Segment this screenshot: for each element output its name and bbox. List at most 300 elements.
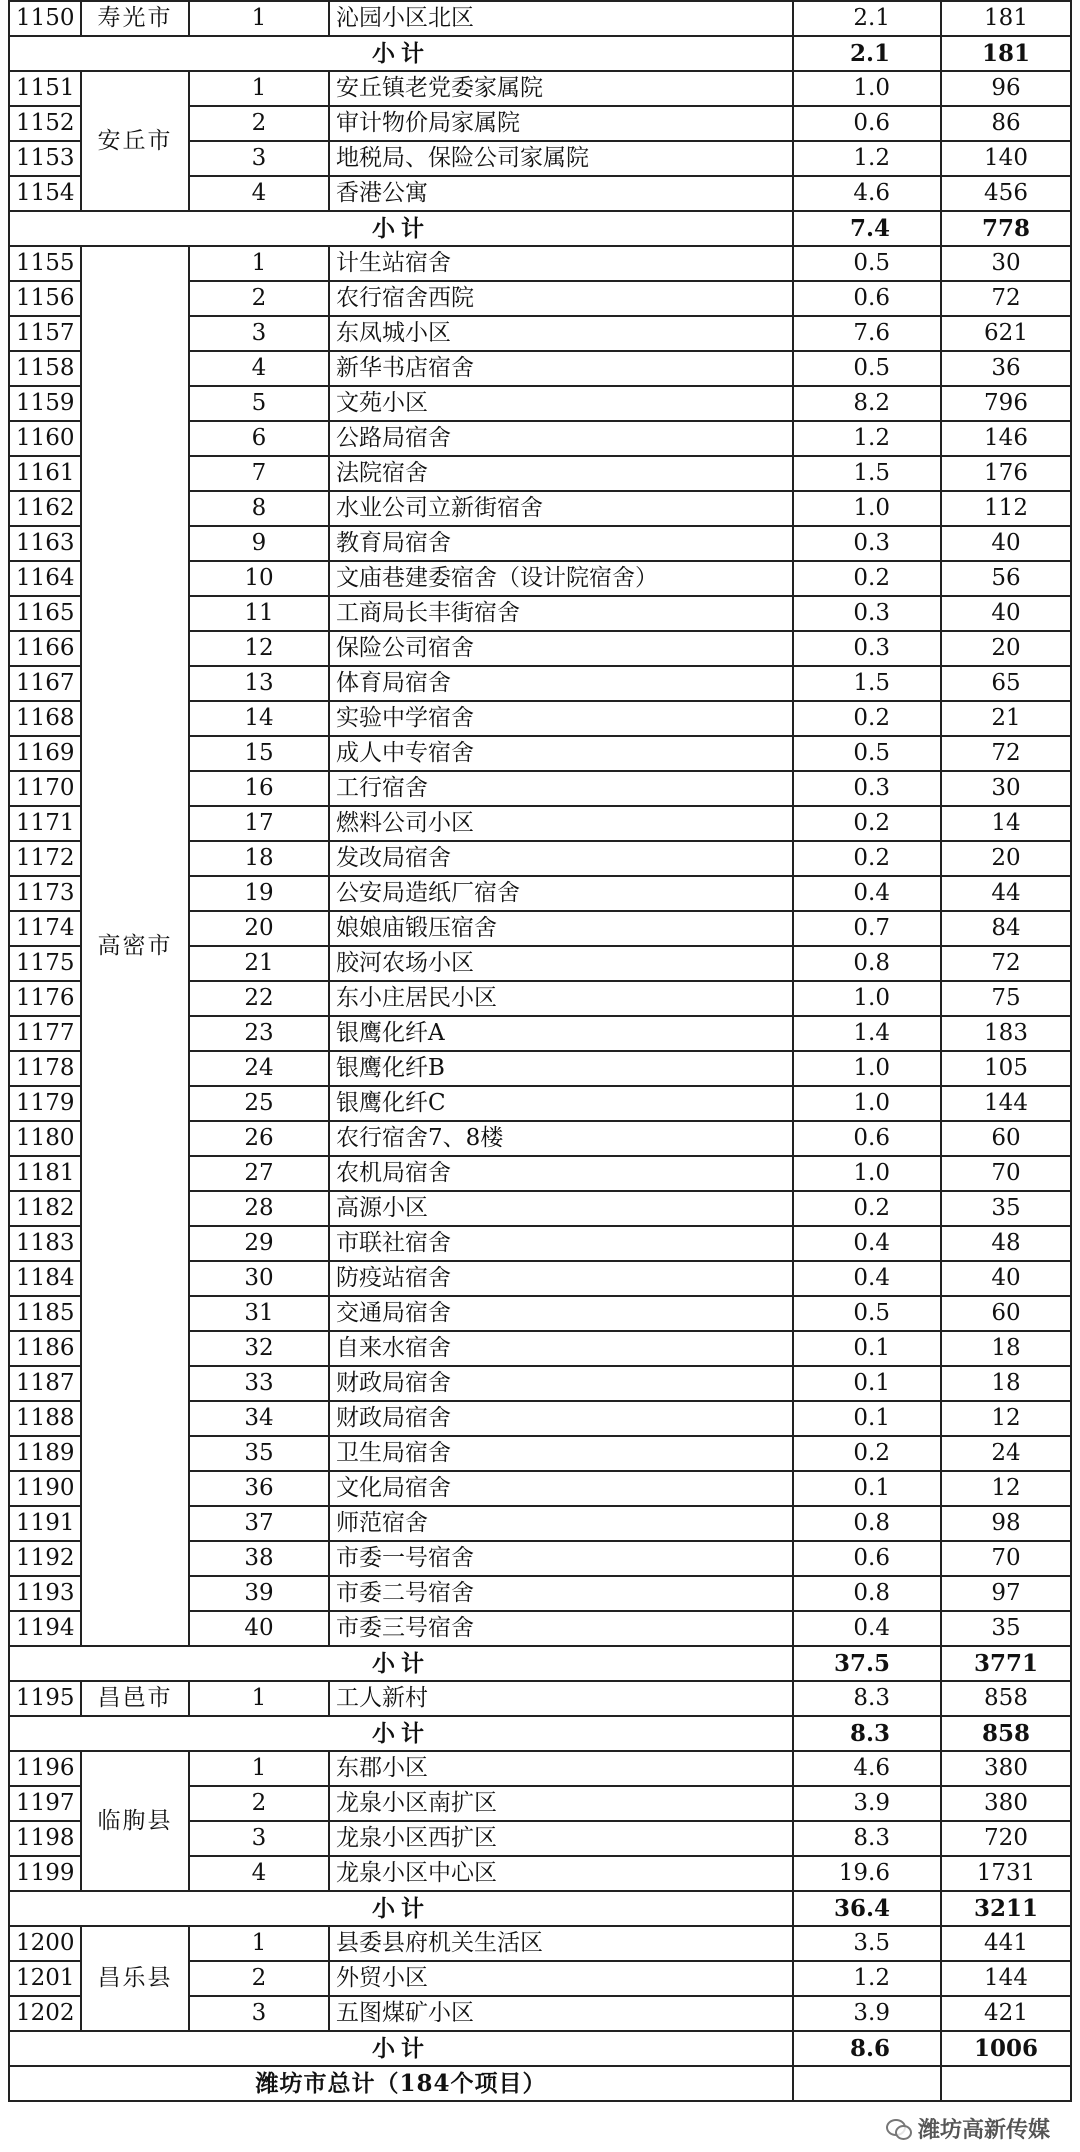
area-cell: 7.6: [793, 316, 941, 351]
households-cell: 86: [941, 106, 1071, 141]
project-number-cell: 1170: [9, 771, 81, 806]
project-number-cell: 1185: [9, 1296, 81, 1331]
area-cell: 1.2: [793, 1961, 941, 1996]
sequence-cell: 26: [189, 1121, 329, 1156]
area-cell: 0.1: [793, 1331, 941, 1366]
subtotal-row: [9, 1716, 1071, 1751]
sequence-cell: 15: [189, 736, 329, 771]
project-name-cell: 东小庄居民小区: [329, 981, 793, 1016]
sequence-cell: 2: [189, 1961, 329, 1996]
area-cell: 0.1: [793, 1366, 941, 1401]
sequence-cell: 10: [189, 561, 329, 596]
project-name-cell: 实验中学宿舍: [329, 701, 793, 736]
project-number-cell: 1158: [9, 351, 81, 386]
grand-total-label: 潍坊市总计（184个项目）: [9, 2066, 793, 2101]
sequence-cell: 30: [189, 1261, 329, 1296]
grand-total-area: [793, 2066, 941, 2101]
project-number-cell: 1174: [9, 911, 81, 946]
project-name-cell: 市委三号宿舍: [329, 1611, 793, 1646]
area-cell: 0.6: [793, 106, 941, 141]
project-number-cell: 1199: [9, 1856, 81, 1891]
project-name-cell: 工人新村: [329, 1681, 793, 1716]
city-cell: 高密市: [81, 246, 189, 1646]
project-number-cell: 1182: [9, 1191, 81, 1226]
project-name-cell: 新华书店宿舍: [329, 351, 793, 386]
watermark: [880, 2112, 1056, 2144]
project-name-cell: 县委县府机关生活区: [329, 1926, 793, 1961]
project-number-cell: 1181: [9, 1156, 81, 1191]
households-cell: 36: [941, 351, 1071, 386]
project-number-cell: 1190: [9, 1471, 81, 1506]
project-number-cell: 1167: [9, 666, 81, 701]
area-cell: 0.4: [793, 876, 941, 911]
project-number-cell: 1152: [9, 106, 81, 141]
sequence-cell: 24: [189, 1051, 329, 1086]
sequence-cell: 1: [189, 246, 329, 281]
subtotal-households: 778: [941, 211, 1071, 246]
sequence-cell: 37: [189, 1506, 329, 1541]
area-cell: 0.2: [793, 561, 941, 596]
project-number-cell: 1151: [9, 71, 81, 106]
households-cell: 98: [941, 1506, 1071, 1541]
area-cell: 1.0: [793, 1156, 941, 1191]
area-cell: 0.4: [793, 1226, 941, 1261]
area-cell: 0.2: [793, 1191, 941, 1226]
households-cell: 12: [941, 1471, 1071, 1506]
project-number-cell: 1194: [9, 1611, 81, 1646]
area-cell: 8.3: [793, 1681, 941, 1716]
project-name-cell: 东凤城小区: [329, 316, 793, 351]
area-cell: 0.5: [793, 351, 941, 386]
area-cell: 1.2: [793, 421, 941, 456]
project-number-cell: 1202: [9, 1996, 81, 2031]
sequence-cell: 18: [189, 841, 329, 876]
project-name-cell: 教育局宿舍: [329, 526, 793, 561]
grand-total-households: [941, 2066, 1071, 2101]
project-name-cell: 高源小区: [329, 1191, 793, 1226]
area-cell: 1.0: [793, 1051, 941, 1086]
project-number-cell: 1188: [9, 1401, 81, 1436]
sequence-cell: 27: [189, 1156, 329, 1191]
subtotal-label: 小计: [9, 2031, 793, 2066]
sequence-cell: 33: [189, 1366, 329, 1401]
area-cell: 1.0: [793, 981, 941, 1016]
project-number-cell: 1150: [9, 1, 81, 36]
sequence-cell: 31: [189, 1296, 329, 1331]
area-cell: 1.2: [793, 141, 941, 176]
sequence-cell: 2: [189, 281, 329, 316]
sequence-cell: 1: [189, 1681, 329, 1716]
households-cell: 72: [941, 946, 1071, 981]
households-cell: 380: [941, 1751, 1071, 1786]
households-cell: 96: [941, 71, 1071, 106]
sequence-cell: 25: [189, 1086, 329, 1121]
households-cell: 60: [941, 1296, 1071, 1331]
project-name-cell: 体育局宿舍: [329, 666, 793, 701]
project-name-cell: 娘娘庙锻压宿舍: [329, 911, 793, 946]
area-cell: 0.1: [793, 1471, 941, 1506]
households-cell: 18: [941, 1331, 1071, 1366]
sequence-cell: 1: [189, 71, 329, 106]
project-number-cell: 1189: [9, 1436, 81, 1471]
city-cell: 临朐县: [81, 1751, 189, 1891]
project-name-cell: 东郡小区: [329, 1751, 793, 1786]
project-name-cell: 公路局宿舍: [329, 421, 793, 456]
area-cell: 1.0: [793, 1086, 941, 1121]
project-name-cell: 银鹰化纤C: [329, 1086, 793, 1121]
households-cell: 30: [941, 246, 1071, 281]
project-name-cell: 燃料公司小区: [329, 806, 793, 841]
area-cell: 0.5: [793, 1296, 941, 1331]
subtotal-households: 181: [941, 36, 1071, 71]
project-number-cell: 1171: [9, 806, 81, 841]
project-name-cell: 计生站宿舍: [329, 246, 793, 281]
subtotal-area: 37.5: [793, 1646, 941, 1681]
households-cell: 84: [941, 911, 1071, 946]
households-cell: 72: [941, 736, 1071, 771]
project-number-cell: 1168: [9, 701, 81, 736]
sequence-cell: 28: [189, 1191, 329, 1226]
project-name-cell: 文化局宿舍: [329, 1471, 793, 1506]
households-cell: 40: [941, 526, 1071, 561]
sequence-cell: 19: [189, 876, 329, 911]
area-cell: 0.2: [793, 1436, 941, 1471]
city-cell: 安丘市: [81, 71, 189, 211]
project-number-cell: 1183: [9, 1226, 81, 1261]
households-cell: 1731: [941, 1856, 1071, 1891]
project-name-cell: 成人中专宿舍: [329, 736, 793, 771]
households-cell: 24: [941, 1436, 1071, 1471]
sequence-cell: 2: [189, 1786, 329, 1821]
project-number-cell: 1159: [9, 386, 81, 421]
housing-project-table-sheet: [8, 0, 1070, 2102]
sequence-cell: 40: [189, 1611, 329, 1646]
table-row: [9, 246, 1071, 281]
subtotal-households: 1006: [941, 2031, 1071, 2066]
project-number-cell: 1196: [9, 1751, 81, 1786]
project-number-cell: 1161: [9, 456, 81, 491]
project-number-cell: 1201: [9, 1961, 81, 1996]
project-name-cell: 防疫站宿舍: [329, 1261, 793, 1296]
households-cell: 56: [941, 561, 1071, 596]
subtotal-label: 小计: [9, 1716, 793, 1751]
sequence-cell: 4: [189, 1856, 329, 1891]
project-name-cell: 保险公司宿舍: [329, 631, 793, 666]
project-name-cell: 银鹰化纤B: [329, 1051, 793, 1086]
households-cell: 97: [941, 1576, 1071, 1611]
project-name-cell: 财政局宿舍: [329, 1366, 793, 1401]
project-name-cell: 胶河农场小区: [329, 946, 793, 981]
table-body: [9, 1, 1071, 2101]
project-name-cell: 农机局宿舍: [329, 1156, 793, 1191]
households-cell: 35: [941, 1191, 1071, 1226]
area-cell: 0.6: [793, 1541, 941, 1576]
households-cell: 456: [941, 176, 1071, 211]
project-name-cell: 卫生局宿舍: [329, 1436, 793, 1471]
sequence-cell: 29: [189, 1226, 329, 1261]
project-name-cell: 外贸小区: [329, 1961, 793, 1996]
housing-project-table: [8, 0, 1072, 2102]
project-number-cell: 1193: [9, 1576, 81, 1611]
households-cell: 146: [941, 421, 1071, 456]
households-cell: 72: [941, 281, 1071, 316]
project-name-cell: 发改局宿舍: [329, 841, 793, 876]
subtotal-area: 2.1: [793, 36, 941, 71]
households-cell: 140: [941, 141, 1071, 176]
sequence-cell: 3: [189, 316, 329, 351]
sequence-cell: 8: [189, 491, 329, 526]
area-cell: 3.5: [793, 1926, 941, 1961]
project-name-cell: 龙泉小区南扩区: [329, 1786, 793, 1821]
area-cell: 8.3: [793, 1821, 941, 1856]
project-number-cell: 1157: [9, 316, 81, 351]
project-number-cell: 1156: [9, 281, 81, 316]
area-cell: 0.6: [793, 1121, 941, 1156]
area-cell: 4.6: [793, 1751, 941, 1786]
sequence-cell: 38: [189, 1541, 329, 1576]
project-number-cell: 1200: [9, 1926, 81, 1961]
households-cell: 621: [941, 316, 1071, 351]
households-cell: 70: [941, 1541, 1071, 1576]
area-cell: 0.4: [793, 1611, 941, 1646]
area-cell: 3.9: [793, 1996, 941, 2031]
project-number-cell: 1164: [9, 561, 81, 596]
sequence-cell: 35: [189, 1436, 329, 1471]
subtotal-area: 8.3: [793, 1716, 941, 1751]
project-number-cell: 1180: [9, 1121, 81, 1156]
project-number-cell: 1178: [9, 1051, 81, 1086]
area-cell: 1.5: [793, 456, 941, 491]
area-cell: 19.6: [793, 1856, 941, 1891]
households-cell: 720: [941, 1821, 1071, 1856]
area-cell: 0.2: [793, 841, 941, 876]
sequence-cell: 11: [189, 596, 329, 631]
subtotal-households: 3211: [941, 1891, 1071, 1926]
project-number-cell: 1186: [9, 1331, 81, 1366]
sequence-cell: 9: [189, 526, 329, 561]
project-number-cell: 1195: [9, 1681, 81, 1716]
area-cell: 1.4: [793, 1016, 941, 1051]
project-name-cell: 龙泉小区西扩区: [329, 1821, 793, 1856]
project-name-cell: 师范宿舍: [329, 1506, 793, 1541]
households-cell: 30: [941, 771, 1071, 806]
households-cell: 65: [941, 666, 1071, 701]
sequence-cell: 12: [189, 631, 329, 666]
project-name-cell: 公安局造纸厂宿舍: [329, 876, 793, 911]
project-number-cell: 1173: [9, 876, 81, 911]
households-cell: 421: [941, 1996, 1071, 2031]
project-number-cell: 1169: [9, 736, 81, 771]
households-cell: 21: [941, 701, 1071, 736]
households-cell: 40: [941, 596, 1071, 631]
sequence-cell: 20: [189, 911, 329, 946]
project-number-cell: 1187: [9, 1366, 81, 1401]
households-cell: 112: [941, 491, 1071, 526]
sequence-cell: 34: [189, 1401, 329, 1436]
area-cell: 8.2: [793, 386, 941, 421]
project-name-cell: 市联社宿舍: [329, 1226, 793, 1261]
subtotal-area: 7.4: [793, 211, 941, 246]
sequence-cell: 4: [189, 176, 329, 211]
wechat-icon: [886, 2117, 912, 2139]
households-cell: 144: [941, 1961, 1071, 1996]
households-cell: 20: [941, 631, 1071, 666]
area-cell: 1.0: [793, 71, 941, 106]
subtotal-households: 858: [941, 1716, 1071, 1751]
project-name-cell: 市委二号宿舍: [329, 1576, 793, 1611]
project-number-cell: 1172: [9, 841, 81, 876]
sequence-cell: 32: [189, 1331, 329, 1366]
area-cell: 0.8: [793, 946, 941, 981]
households-cell: 35: [941, 1611, 1071, 1646]
project-name-cell: 香港公寓: [329, 176, 793, 211]
project-number-cell: 1177: [9, 1016, 81, 1051]
households-cell: 44: [941, 876, 1071, 911]
sequence-cell: 3: [189, 1821, 329, 1856]
table-row: [9, 1926, 1071, 1961]
project-number-cell: 1197: [9, 1786, 81, 1821]
households-cell: 181: [941, 1, 1071, 36]
sequence-cell: 21: [189, 946, 329, 981]
city-cell: 昌乐县: [81, 1926, 189, 2031]
project-name-cell: 法院宿舍: [329, 456, 793, 491]
project-number-cell: 1198: [9, 1821, 81, 1856]
area-cell: 0.2: [793, 701, 941, 736]
sequence-cell: 23: [189, 1016, 329, 1051]
households-cell: 380: [941, 1786, 1071, 1821]
project-name-cell: 水业公司立新街宿舍: [329, 491, 793, 526]
sequence-cell: 39: [189, 1576, 329, 1611]
households-cell: 105: [941, 1051, 1071, 1086]
area-cell: 3.9: [793, 1786, 941, 1821]
subtotal-area: 8.6: [793, 2031, 941, 2066]
households-cell: 60: [941, 1121, 1071, 1156]
project-name-cell: 安丘镇老党委家属院: [329, 71, 793, 106]
area-cell: 0.3: [793, 596, 941, 631]
subtotal-label: 小计: [9, 211, 793, 246]
area-cell: 0.8: [793, 1576, 941, 1611]
households-cell: 75: [941, 981, 1071, 1016]
area-cell: 0.5: [793, 736, 941, 771]
project-number-cell: 1176: [9, 981, 81, 1016]
sequence-cell: 7: [189, 456, 329, 491]
project-number-cell: 1179: [9, 1086, 81, 1121]
city-cell: 昌邑市: [81, 1681, 189, 1716]
project-name-cell: 财政局宿舍: [329, 1401, 793, 1436]
area-cell: 0.1: [793, 1401, 941, 1436]
area-cell: 4.6: [793, 176, 941, 211]
subtotal-area: 36.4: [793, 1891, 941, 1926]
sequence-cell: 2: [189, 106, 329, 141]
households-cell: 40: [941, 1261, 1071, 1296]
project-name-cell: 地税局、保险公司家属院: [329, 141, 793, 176]
subtotal-row: [9, 36, 1071, 71]
sequence-cell: 6: [189, 421, 329, 456]
project-name-cell: 龙泉小区中心区: [329, 1856, 793, 1891]
project-name-cell: 审计物价局家属院: [329, 106, 793, 141]
project-name-cell: 文苑小区: [329, 386, 793, 421]
area-cell: 0.5: [793, 246, 941, 281]
subtotal-label: 小计: [9, 1646, 793, 1681]
households-cell: 70: [941, 1156, 1071, 1191]
table-row: [9, 1751, 1071, 1786]
table-row: [9, 1, 1071, 36]
project-name-cell: 五图煤矿小区: [329, 1996, 793, 2031]
project-name-cell: 市委一号宿舍: [329, 1541, 793, 1576]
subtotal-label: 小计: [9, 36, 793, 71]
project-name-cell: 文庙巷建委宿舍（设计院宿舍）: [329, 561, 793, 596]
subtotal-row: [9, 1646, 1071, 1681]
project-name-cell: 农行宿舍7、8楼: [329, 1121, 793, 1156]
project-number-cell: 1153: [9, 141, 81, 176]
area-cell: 0.3: [793, 631, 941, 666]
project-number-cell: 1184: [9, 1261, 81, 1296]
households-cell: 796: [941, 386, 1071, 421]
project-number-cell: 1191: [9, 1506, 81, 1541]
project-name-cell: 银鹰化纤A: [329, 1016, 793, 1051]
city-cell: 寿光市: [81, 1, 189, 36]
area-cell: 0.8: [793, 1506, 941, 1541]
sequence-cell: 1: [189, 1, 329, 36]
area-cell: 0.7: [793, 911, 941, 946]
area-cell: 2.1: [793, 1, 941, 36]
area-cell: 1.5: [793, 666, 941, 701]
project-number-cell: 1154: [9, 176, 81, 211]
project-name-cell: 工商局长丰街宿舍: [329, 596, 793, 631]
project-name-cell: 农行宿舍西院: [329, 281, 793, 316]
project-number-cell: 1175: [9, 946, 81, 981]
watermark-text: 潍坊高新传媒: [917, 2117, 1050, 2143]
project-name-cell: 沁园小区北区: [329, 1, 793, 36]
area-cell: 1.0: [793, 491, 941, 526]
project-number-cell: 1165: [9, 596, 81, 631]
sequence-cell: 14: [189, 701, 329, 736]
project-number-cell: 1162: [9, 491, 81, 526]
project-number-cell: 1155: [9, 246, 81, 281]
table-row: [9, 1681, 1071, 1716]
sequence-cell: 1: [189, 1751, 329, 1786]
table-row: [9, 71, 1071, 106]
sequence-cell: 4: [189, 351, 329, 386]
subtotal-label: 小计: [9, 1891, 793, 1926]
sequence-cell: 1: [189, 1926, 329, 1961]
grand-total-row: [9, 2066, 1071, 2101]
households-cell: 14: [941, 806, 1071, 841]
sequence-cell: 13: [189, 666, 329, 701]
project-name-cell: 交通局宿舍: [329, 1296, 793, 1331]
households-cell: 441: [941, 1926, 1071, 1961]
area-cell: 0.4: [793, 1261, 941, 1296]
project-number-cell: 1166: [9, 631, 81, 666]
sequence-cell: 3: [189, 1996, 329, 2031]
sequence-cell: 5: [189, 386, 329, 421]
households-cell: 20: [941, 841, 1071, 876]
subtotal-households: 3771: [941, 1646, 1071, 1681]
project-number-cell: 1192: [9, 1541, 81, 1576]
sequence-cell: 3: [189, 141, 329, 176]
sequence-cell: 16: [189, 771, 329, 806]
households-cell: 858: [941, 1681, 1071, 1716]
households-cell: 12: [941, 1401, 1071, 1436]
project-number-cell: 1163: [9, 526, 81, 561]
subtotal-row: [9, 2031, 1071, 2066]
project-name-cell: 工行宿舍: [329, 771, 793, 806]
sequence-cell: 17: [189, 806, 329, 841]
subtotal-row: [9, 211, 1071, 246]
households-cell: 18: [941, 1366, 1071, 1401]
project-name-cell: 自来水宿舍: [329, 1331, 793, 1366]
area-cell: 0.3: [793, 526, 941, 561]
